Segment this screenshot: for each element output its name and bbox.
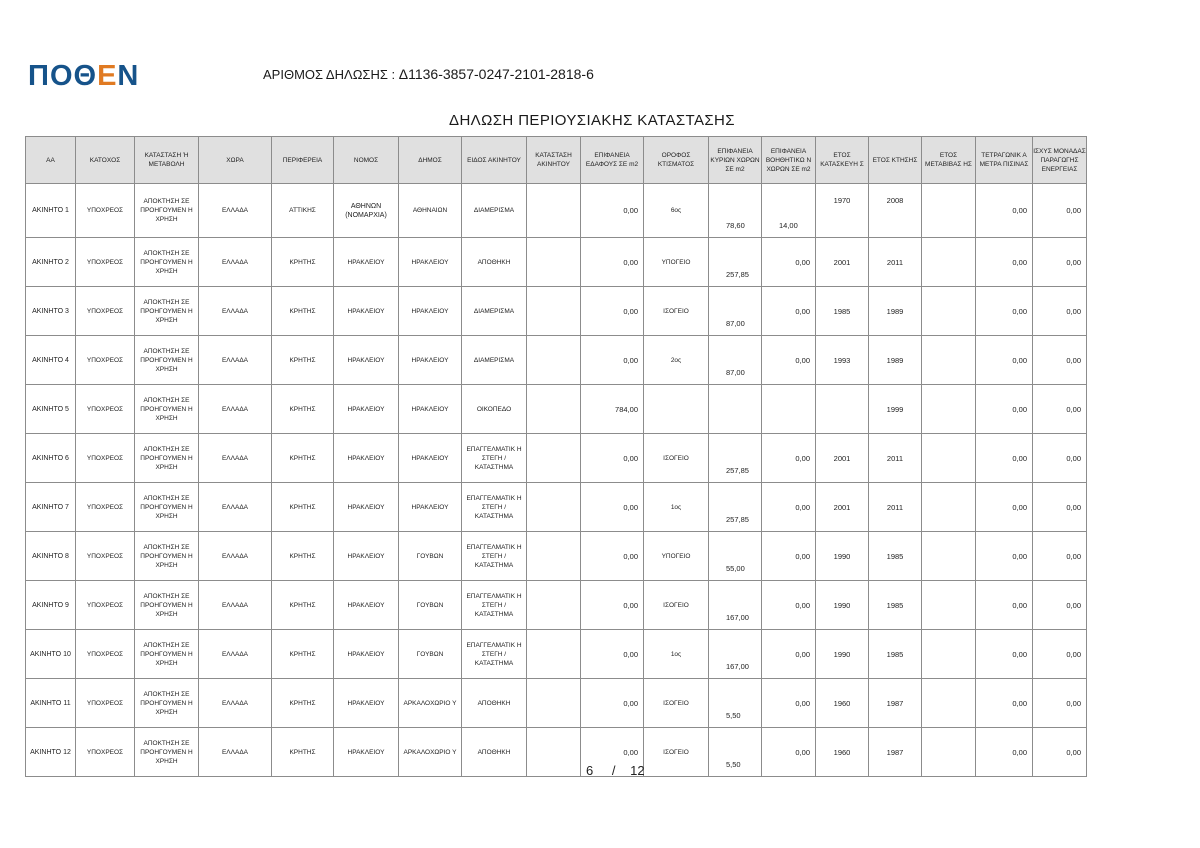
cell-power: 0,00: [1033, 679, 1087, 728]
table-row: [26, 184, 1087, 238]
cell-land: 0,00: [581, 483, 644, 532]
cell-main: 87,00: [709, 287, 762, 336]
cell-transfer: [922, 581, 976, 630]
cell-floor: 2ος: [644, 336, 709, 385]
cell-country: ΕΛΛΑΔΑ: [199, 184, 272, 238]
cell-acquired: 2008: [869, 184, 922, 238]
cell-built: 1993: [816, 336, 869, 385]
cell-type: ΟΙΚΟΠΕΔΟ: [462, 385, 527, 434]
cell-transfer: [922, 679, 976, 728]
cell-main: 257,85: [709, 238, 762, 287]
cell-prop-status: [527, 532, 581, 581]
cell-country: ΕΛΛΑΔΑ: [199, 581, 272, 630]
declaration-value: Δ1136-3857-0247-2101-2818-6: [398, 66, 594, 82]
column-header: ΕΤΟΣ ΚΤΗΣΗΣ: [869, 137, 922, 184]
page-total: 12: [630, 763, 645, 778]
column-header: ΤΕΤΡΑΓΩΝΙΚ Α ΜΕΤΡΑ ΠΙΣΙΝΑΣ: [976, 137, 1033, 184]
cell-region: ΚΡΗΤΗΣ: [272, 385, 334, 434]
cell-land: 0,00: [581, 532, 644, 581]
cell-pool: 0,00: [976, 532, 1033, 581]
cell-aa: ΑΚΙΝΗΤΟ 1: [26, 184, 76, 238]
cell-power: 0,00: [1033, 287, 1087, 336]
cell-power: 0,00: [1033, 385, 1087, 434]
cell-aux: 0,00: [762, 532, 816, 581]
cell-nomos: ΗΡΑΚΛΕΙΟΥ: [334, 336, 399, 385]
page-separator: /: [611, 763, 616, 778]
cell-built: 2001: [816, 483, 869, 532]
cell-dimos: ΑΘΗΝΑΙΩΝ: [399, 184, 462, 238]
cell-power: 0,00: [1033, 630, 1087, 679]
cell-pool: 0,00: [976, 679, 1033, 728]
cell-land: 784,00: [581, 385, 644, 434]
cell-dimos: ΗΡΑΚΛΕΙΟΥ: [399, 385, 462, 434]
cell-acquired: 1999: [869, 385, 922, 434]
cell-nomos: ΗΡΑΚΛΕΙΟΥ: [334, 434, 399, 483]
cell-acquired: 1989: [869, 336, 922, 385]
cell-type: ΕΠΑΓΓΕΛΜΑΤΙΚ Η ΣΤΕΓΗ / ΚΑΤΑΣΤΗΜΑ: [462, 532, 527, 581]
cell-country: ΕΛΛΑΔΑ: [199, 532, 272, 581]
cell-transfer: [922, 532, 976, 581]
cell-transfer: [922, 238, 976, 287]
page-title: ΔΗΛΩΣΗ ΠΕΡΙΟΥΣΙΑΚΗΣ ΚΑΤΑΣΤΑΣΗΣ: [449, 112, 735, 129]
cell-dimos: ΓΟΥΒΩΝ: [399, 630, 462, 679]
column-header: ΔΗΜΟΣ: [399, 137, 462, 184]
cell-owner: ΥΠΟΧΡΕΟΣ: [76, 184, 135, 238]
cell-region: ΚΡΗΤΗΣ: [272, 336, 334, 385]
cell-land: 0,00: [581, 434, 644, 483]
cell-pool: 0,00: [976, 630, 1033, 679]
cell-land: 0,00: [581, 238, 644, 287]
cell-floor: ΥΠΟΓΕΙΟ: [644, 238, 709, 287]
cell-country: ΕΛΛΑΔΑ: [199, 238, 272, 287]
table-row: [26, 532, 1087, 581]
cell-main: 257,85: [709, 434, 762, 483]
cell-prop-status: [527, 287, 581, 336]
cell-acquired: 1989: [869, 287, 922, 336]
cell-status: ΑΠΟΚΤΗΣΗ ΣΕ ΠΡΟΗΓΟΥΜΕΝ Η ΧΡΗΣΗ: [135, 184, 199, 238]
cell-aux: 0,00: [762, 581, 816, 630]
table-row: [26, 581, 1087, 630]
cell-aux: [762, 385, 816, 434]
cell-built: 1990: [816, 630, 869, 679]
cell-status: ΑΠΟΚΤΗΣΗ ΣΕ ΠΡΟΗΓΟΥΜΕΝ Η ΧΡΗΣΗ: [135, 728, 199, 777]
cell-type: ΑΠΟΘΗΚΗ: [462, 679, 527, 728]
cell-built: 1960: [816, 728, 869, 777]
cell-aux: 0,00: [762, 630, 816, 679]
cell-pool: 0,00: [976, 728, 1033, 777]
cell-main: 167,00: [709, 630, 762, 679]
table-row: [26, 728, 1087, 777]
cell-country: ΕΛΛΑΔΑ: [199, 483, 272, 532]
cell-country: ΕΛΛΑΔΑ: [199, 385, 272, 434]
cell-aa: ΑΚΙΝΗΤΟ 3: [26, 287, 76, 336]
cell-land: 0,00: [581, 728, 644, 777]
page-current: 6: [586, 763, 594, 778]
declaration-label: ΑΡΙΘΜΟΣ ΔΗΛΩΣΗΣ :: [263, 67, 396, 82]
cell-owner: ΥΠΟΧΡΕΟΣ: [76, 679, 135, 728]
cell-aux: 0,00: [762, 434, 816, 483]
cell-owner: ΥΠΟΧΡΕΟΣ: [76, 532, 135, 581]
cell-prop-status: [527, 184, 581, 238]
cell-power: 0,00: [1033, 581, 1087, 630]
cell-floor: ΙΣΟΓΕΙΟ: [644, 679, 709, 728]
cell-owner: ΥΠΟΧΡΕΟΣ: [76, 287, 135, 336]
cell-pool: 0,00: [976, 184, 1033, 238]
cell-main: 87,00: [709, 336, 762, 385]
cell-owner: ΥΠΟΧΡΕΟΣ: [76, 728, 135, 777]
column-header: ΚΑΤΟΧΟΣ: [76, 137, 135, 184]
cell-status: ΑΠΟΚΤΗΣΗ ΣΕ ΠΡΟΗΓΟΥΜΕΝ Η ΧΡΗΣΗ: [135, 630, 199, 679]
cell-nomos: ΗΡΑΚΛΕΙΟΥ: [334, 728, 399, 777]
cell-acquired: 1985: [869, 630, 922, 679]
cell-region: ΚΡΗΤΗΣ: [272, 630, 334, 679]
cell-dimos: ΗΡΑΚΛΕΙΟΥ: [399, 483, 462, 532]
cell-pool: 0,00: [976, 238, 1033, 287]
table-row: [26, 385, 1087, 434]
cell-built: 2001: [816, 238, 869, 287]
cell-nomos: ΗΡΑΚΛΕΙΟΥ: [334, 679, 399, 728]
cell-prop-status: [527, 385, 581, 434]
cell-aa: ΑΚΙΝΗΤΟ 7: [26, 483, 76, 532]
cell-status: ΑΠΟΚΤΗΣΗ ΣΕ ΠΡΟΗΓΟΥΜΕΝ Η ΧΡΗΣΗ: [135, 336, 199, 385]
cell-prop-status: [527, 630, 581, 679]
cell-land: 0,00: [581, 184, 644, 238]
cell-floor: ΙΣΟΓΕΙΟ: [644, 287, 709, 336]
cell-built: 1970: [816, 184, 869, 238]
declaration-number: [263, 66, 594, 82]
cell-transfer: [922, 630, 976, 679]
cell-dimos: ΗΡΑΚΛΕΙΟΥ: [399, 336, 462, 385]
cell-acquired: 2011: [869, 434, 922, 483]
cell-main: [709, 385, 762, 434]
property-table: [25, 136, 1087, 777]
table-row: [26, 336, 1087, 385]
cell-type: ΕΠΑΓΓΕΛΜΑΤΙΚ Η ΣΤΕΓΗ / ΚΑΤΑΣΤΗΜΑ: [462, 630, 527, 679]
cell-main: 5,50: [709, 679, 762, 728]
column-header: ΕΤΟΣ ΜΕΤΑΒΙΒΑΣ ΗΣ: [922, 137, 976, 184]
cell-status: ΑΠΟΚΤΗΣΗ ΣΕ ΠΡΟΗΓΟΥΜΕΝ Η ΧΡΗΣΗ: [135, 287, 199, 336]
cell-dimos: ΗΡΑΚΛΕΙΟΥ: [399, 287, 462, 336]
cell-dimos: ΗΡΑΚΛΕΙΟΥ: [399, 238, 462, 287]
cell-nomos: ΗΡΑΚΛΕΙΟΥ: [334, 483, 399, 532]
cell-country: ΕΛΛΑΔΑ: [199, 728, 272, 777]
cell-owner: ΥΠΟΧΡΕΟΣ: [76, 630, 135, 679]
cell-prop-status: [527, 679, 581, 728]
cell-nomos: ΗΡΑΚΛΕΙΟΥ: [334, 581, 399, 630]
cell-power: 0,00: [1033, 532, 1087, 581]
column-header: ΙΣΧΥΣ ΜΟΝΑΔΑΣ ΠΑΡΑΓΩΓΗΣ ΕΝΕΡΓΕΙΑΣ: [1033, 137, 1087, 184]
cell-type: ΔΙΑΜΕΡΙΣΜΑ: [462, 287, 527, 336]
column-header: ΕΠΙΦΑΝΕΙΑ ΒΟΗΘΗΤΙΚΩ Ν ΧΩΡΩΝ ΣΕ m2: [762, 137, 816, 184]
page-indicator: [586, 763, 645, 778]
logo-end: Ν: [117, 60, 140, 92]
cell-aa: ΑΚΙΝΗΤΟ 12: [26, 728, 76, 777]
cell-power: 0,00: [1033, 336, 1087, 385]
cell-pool: 0,00: [976, 287, 1033, 336]
cell-power: 0,00: [1033, 483, 1087, 532]
cell-acquired: 1987: [869, 679, 922, 728]
cell-owner: ΥΠΟΧΡΕΟΣ: [76, 238, 135, 287]
column-header: ΕΙΔΟΣ ΑΚΙΝΗΤΟΥ: [462, 137, 527, 184]
cell-aux: 0,00: [762, 238, 816, 287]
cell-nomos: ΗΡΑΚΛΕΙΟΥ: [334, 238, 399, 287]
cell-pool: 0,00: [976, 581, 1033, 630]
cell-dimos: ΓΟΥΒΩΝ: [399, 532, 462, 581]
cell-pool: 0,00: [976, 483, 1033, 532]
cell-dimos: ΓΟΥΒΩΝ: [399, 581, 462, 630]
cell-status: ΑΠΟΚΤΗΣΗ ΣΕ ΠΡΟΗΓΟΥΜΕΝ Η ΧΡΗΣΗ: [135, 434, 199, 483]
column-header: ΟΡΟΦΟΣ ΚΤΙΣΜΑΤΟΣ: [644, 137, 709, 184]
cell-region: ΚΡΗΤΗΣ: [272, 728, 334, 777]
cell-aa: ΑΚΙΝΗΤΟ 11: [26, 679, 76, 728]
cell-nomos: ΗΡΑΚΛΕΙΟΥ: [334, 385, 399, 434]
cell-floor: [644, 385, 709, 434]
cell-aa: ΑΚΙΝΗΤΟ 6: [26, 434, 76, 483]
logo: [28, 60, 139, 93]
cell-aux: 0,00: [762, 287, 816, 336]
cell-acquired: 1985: [869, 581, 922, 630]
cell-prop-status: [527, 336, 581, 385]
cell-main: 55,00: [709, 532, 762, 581]
cell-dimos: ΗΡΑΚΛΕΙΟΥ: [399, 434, 462, 483]
cell-type: ΑΠΟΘΗΚΗ: [462, 728, 527, 777]
cell-land: 0,00: [581, 287, 644, 336]
cell-power: 0,00: [1033, 238, 1087, 287]
cell-dimos: ΑΡΚΑΛΟΧΩΡΙΟ Υ: [399, 679, 462, 728]
cell-dimos: ΑΡΚΑΛΟΧΩΡΙΟ Υ: [399, 728, 462, 777]
cell-transfer: [922, 336, 976, 385]
cell-main: 167,00: [709, 581, 762, 630]
cell-aa: ΑΚΙΝΗΤΟ 9: [26, 581, 76, 630]
cell-status: ΑΠΟΚΤΗΣΗ ΣΕ ΠΡΟΗΓΟΥΜΕΝ Η ΧΡΗΣΗ: [135, 238, 199, 287]
cell-region: ΚΡΗΤΗΣ: [272, 434, 334, 483]
cell-aux: 0,00: [762, 483, 816, 532]
cell-floor: ΙΣΟΓΕΙΟ: [644, 434, 709, 483]
cell-power: 0,00: [1033, 434, 1087, 483]
cell-aa: ΑΚΙΝΗΤΟ 5: [26, 385, 76, 434]
cell-main: 78,60: [709, 184, 762, 238]
cell-transfer: [922, 434, 976, 483]
cell-acquired: 1985: [869, 532, 922, 581]
cell-nomos: ΗΡΑΚΛΕΙΟΥ: [334, 532, 399, 581]
cell-land: 0,00: [581, 630, 644, 679]
cell-pool: 0,00: [976, 336, 1033, 385]
cell-prop-status: [527, 483, 581, 532]
cell-type: ΔΙΑΜΕΡΙΣΜΑ: [462, 184, 527, 238]
cell-main: 5,50: [709, 728, 762, 777]
cell-floor: ΙΣΟΓΕΙΟ: [644, 581, 709, 630]
cell-floor: 1ος: [644, 483, 709, 532]
cell-owner: ΥΠΟΧΡΕΟΣ: [76, 385, 135, 434]
cell-region: ΚΡΗΤΗΣ: [272, 238, 334, 287]
cell-floor: 1ος: [644, 630, 709, 679]
cell-status: ΑΠΟΚΤΗΣΗ ΣΕ ΠΡΟΗΓΟΥΜΕΝ Η ΧΡΗΣΗ: [135, 532, 199, 581]
cell-type: ΑΠΟΘΗΚΗ: [462, 238, 527, 287]
cell-owner: ΥΠΟΧΡΕΟΣ: [76, 336, 135, 385]
cell-status: ΑΠΟΚΤΗΣΗ ΣΕ ΠΡΟΗΓΟΥΜΕΝ Η ΧΡΗΣΗ: [135, 679, 199, 728]
column-header: ΧΩΡΑ: [199, 137, 272, 184]
cell-type: ΔΙΑΜΕΡΙΣΜΑ: [462, 336, 527, 385]
cell-prop-status: [527, 728, 581, 777]
table-row: [26, 238, 1087, 287]
logo-main: ΠΟΘ: [28, 60, 98, 92]
column-header: ΚΑΤΑΣΤΑΣΗ ΑΚΙΝΗΤΟΥ: [527, 137, 581, 184]
table-row: [26, 630, 1087, 679]
cell-transfer: [922, 287, 976, 336]
cell-region: ΚΡΗΤΗΣ: [272, 287, 334, 336]
cell-owner: ΥΠΟΧΡΕΟΣ: [76, 581, 135, 630]
cell-acquired: 2011: [869, 483, 922, 532]
cell-region: ΑΤΤΙΚΗΣ: [272, 184, 334, 238]
cell-built: 1990: [816, 581, 869, 630]
cell-type: ΕΠΑΓΓΕΛΜΑΤΙΚ Η ΣΤΕΓΗ / ΚΑΤΑΣΤΗΜΑ: [462, 483, 527, 532]
table-row: [26, 679, 1087, 728]
cell-aux: 0,00: [762, 679, 816, 728]
cell-land: 0,00: [581, 581, 644, 630]
cell-transfer: [922, 483, 976, 532]
cell-country: ΕΛΛΑΔΑ: [199, 679, 272, 728]
cell-prop-status: [527, 238, 581, 287]
cell-country: ΕΛΛΑΔΑ: [199, 630, 272, 679]
cell-aa: ΑΚΙΝΗΤΟ 4: [26, 336, 76, 385]
cell-power: 0,00: [1033, 184, 1087, 238]
cell-aux: 14,00: [762, 184, 816, 238]
cell-nomos: ΑΘΗΝΩΝ (ΝΟΜΑΡΧΙΑ): [334, 184, 399, 238]
cell-prop-status: [527, 434, 581, 483]
cell-land: 0,00: [581, 679, 644, 728]
cell-pool: 0,00: [976, 385, 1033, 434]
cell-status: ΑΠΟΚΤΗΣΗ ΣΕ ΠΡΟΗΓΟΥΜΕΝ Η ΧΡΗΣΗ: [135, 385, 199, 434]
column-header: ΚΑΤΑΣΤΑΣΗ Ή ΜΕΤΑΒΟΛΗ: [135, 137, 199, 184]
column-header: ΠΕΡΙΦΕΡΕΙΑ: [272, 137, 334, 184]
table-row: [26, 287, 1087, 336]
cell-built: 1990: [816, 532, 869, 581]
table-row: [26, 434, 1087, 483]
column-header: ΕΤΟΣ ΚΑΤΑΣΚΕΥΗ Σ: [816, 137, 869, 184]
cell-region: ΚΡΗΤΗΣ: [272, 679, 334, 728]
cell-owner: ΥΠΟΧΡΕΟΣ: [76, 483, 135, 532]
cell-acquired: 1987: [869, 728, 922, 777]
cell-type: ΕΠΑΓΓΕΛΜΑΤΙΚ Η ΣΤΕΓΗ / ΚΑΤΑΣΤΗΜΑ: [462, 434, 527, 483]
cell-country: ΕΛΛΑΔΑ: [199, 287, 272, 336]
table-header-row: [26, 137, 1087, 184]
cell-type: ΕΠΑΓΓΕΛΜΑΤΙΚ Η ΣΤΕΓΗ / ΚΑΤΑΣΤΗΜΑ: [462, 581, 527, 630]
cell-built: 2001: [816, 434, 869, 483]
cell-region: ΚΡΗΤΗΣ: [272, 581, 334, 630]
table-body: [26, 184, 1087, 777]
cell-transfer: [922, 728, 976, 777]
column-header: ΝΟΜΟΣ: [334, 137, 399, 184]
cell-transfer: [922, 385, 976, 434]
cell-aa: ΑΚΙΝΗΤΟ 8: [26, 532, 76, 581]
cell-aux: 0,00: [762, 336, 816, 385]
cell-region: ΚΡΗΤΗΣ: [272, 483, 334, 532]
cell-region: ΚΡΗΤΗΣ: [272, 532, 334, 581]
cell-country: ΕΛΛΑΔΑ: [199, 434, 272, 483]
cell-built: [816, 385, 869, 434]
cell-main: 257,85: [709, 483, 762, 532]
cell-status: ΑΠΟΚΤΗΣΗ ΣΕ ΠΡΟΗΓΟΥΜΕΝ Η ΧΡΗΣΗ: [135, 483, 199, 532]
cell-land: 0,00: [581, 336, 644, 385]
cell-owner: ΥΠΟΧΡΕΟΣ: [76, 434, 135, 483]
cell-acquired: 2011: [869, 238, 922, 287]
cell-aux: 0,00: [762, 728, 816, 777]
cell-built: 1960: [816, 679, 869, 728]
cell-transfer: [922, 184, 976, 238]
column-header: ΕΠΙΦΑΝΕΙΑ ΚΥΡΙΩΝ ΧΩΡΩΝ ΣΕ m2: [709, 137, 762, 184]
cell-aa: ΑΚΙΝΗΤΟ 2: [26, 238, 76, 287]
cell-country: ΕΛΛΑΔΑ: [199, 336, 272, 385]
cell-floor: ΙΣΟΓΕΙΟ: [644, 728, 709, 777]
cell-floor: 6ος: [644, 184, 709, 238]
cell-floor: ΥΠΟΓΕΙΟ: [644, 532, 709, 581]
cell-aa: ΑΚΙΝΗΤΟ 10: [26, 630, 76, 679]
cell-status: ΑΠΟΚΤΗΣΗ ΣΕ ΠΡΟΗΓΟΥΜΕΝ Η ΧΡΗΣΗ: [135, 581, 199, 630]
logo-accent: Ε: [97, 60, 118, 92]
cell-power: 0,00: [1033, 728, 1087, 777]
column-header: ΕΠΙΦΑΝΕΙΑ ΕΔΑΦΟΥΣ ΣΕ m2: [581, 137, 644, 184]
cell-prop-status: [527, 581, 581, 630]
cell-pool: 0,00: [976, 434, 1033, 483]
cell-built: 1985: [816, 287, 869, 336]
cell-nomos: ΗΡΑΚΛΕΙΟΥ: [334, 287, 399, 336]
cell-nomos: ΗΡΑΚΛΕΙΟΥ: [334, 630, 399, 679]
table-row: [26, 483, 1087, 532]
column-header: ΑΑ: [26, 137, 76, 184]
